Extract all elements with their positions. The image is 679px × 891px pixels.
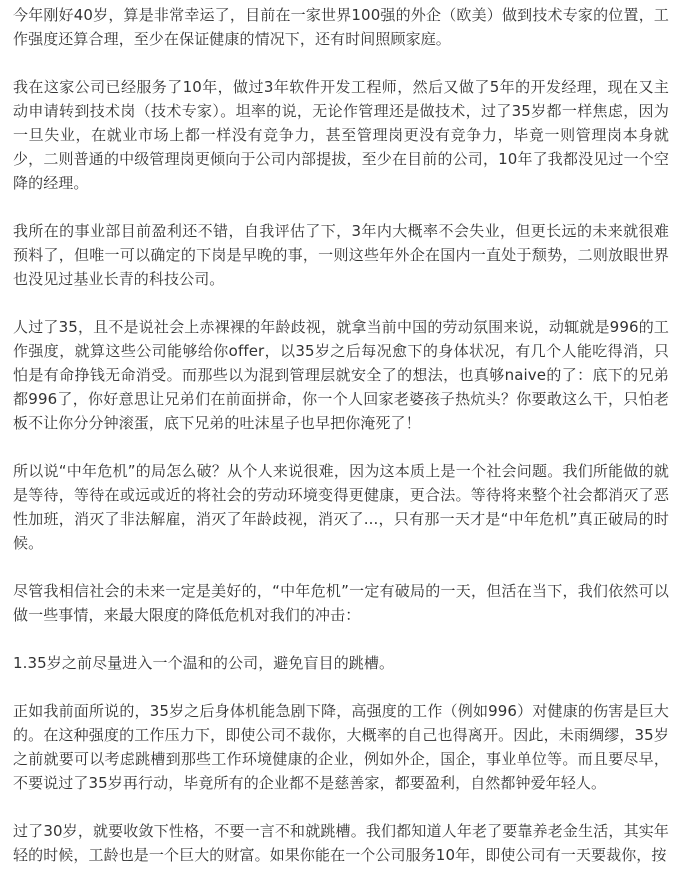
article-body [13,3,669,891]
paragraph-midlife-crisis: 所以说“中年危机”的局怎么破？从个人来说很难，因为这本质上是一个社会问题。我们所能做的就是等待，等待在或远或近的将社会的劳动环境变得更健康，更合法。等待将来整个社会都消灭了恶性加班，消灭了非法解雇，消灭了年龄歧视，消灭了...，只有那一天才是“中年危机”真正破局的时候。 [13,462,669,552]
paragraph-after-thirty: 过了30岁，就要收敛下性格，不要一言不和就跳槽。我们都知道人年老了要靠养老金生活，其实年轻的时候，工龄也是一个巨大的财富。如果你能在一个公司服务10年，即使公司有一天要裁你，按 [13,822,669,864]
paragraph-division-outlook: 我所在的事业部目前盈利还不错，自我评估了下，3年内大概率不会失业，但更长远的未来就很难预料了，但唯一可以确定的下岗是早晚的事，一则这些年外企在国内一直处于颓势，二则放眼世界也没见过基业长青的科技公司。 [13,222,669,288]
paragraph-point-1-heading: 1.35岁之前尽量进入一个温和的公司，避免盲目的跳槽。 [13,654,395,672]
paragraph-intro: 今年刚好40岁，算是非常幸运了，目前在一家世界100强的外企（欧美）做到技术专家的位置，工作强度还算合理，至少在保证健康的情况下，还有时间照顾家庭。 [13,6,669,48]
paragraph-mitigation-intro: 尽管我相信社会的未来一定是美好的，“中年危机”一定有破局的一天，但活在当下，我们依然可以做一些事情，来最大限度的降低危机对我们的冲击： [13,582,669,624]
paragraph-career-history: 我在这家公司已经服务了10年，做过3年软件开发工程师，然后又做了5年的开发经理，现在又主动申请转到技术岗（技术专家）。坦率的说，无论作管理还是做技术，过了35岁都一样焦虑，因为一旦失业，在就业市场上都一样没有竞争力，甚至管理岗更没有竞争力，毕竟一则管理岗本身就少，二则普通的中级管理岗更倾向于公司内部提拔，至少在目前的公司，10年了我都没见过一个空降的经理。 [13,78,669,192]
paragraph-point-1-detail: 正如我前面所说的，35岁之后身体机能急剧下降，高强度的工作（例如996）对健康的伤害是巨大的。在这种强度的工作压力下，即使公司不裁你，大概率的自己也得离开。因此，未雨绸缪，35岁之前就要可以考虑跳槽到那些工作环境健康的企业，例如外企，国企，事业单位等。而且要尽早，不要说过了35岁再行动，毕竟所有的企业都不是慈善家，都要盈利，自然都钟爱年轻人。 [13,702,669,792]
paragraph-age-discrimination: 人过了35，且不是说社会上赤裸裸的年龄歧视，就拿当前中国的劳动氛围来说，动辄就是996的工作强度，就算这些公司能够给你offer，以35岁之后每况愈下的身体状况，有几个人能吃得消，只怕是有命挣钱无命消受。而那些以为混到管理层就安全了的想法，也真够naive的了：底下的兄弟都996了，你好意思让兄弟们在前面拼命，你一个人回家老婆孩子热炕头？你要敢这么干，只怕老板不让你分分钟滚蛋，底下兄弟的吐沫星子也早把你淹死了！ [13,318,669,432]
